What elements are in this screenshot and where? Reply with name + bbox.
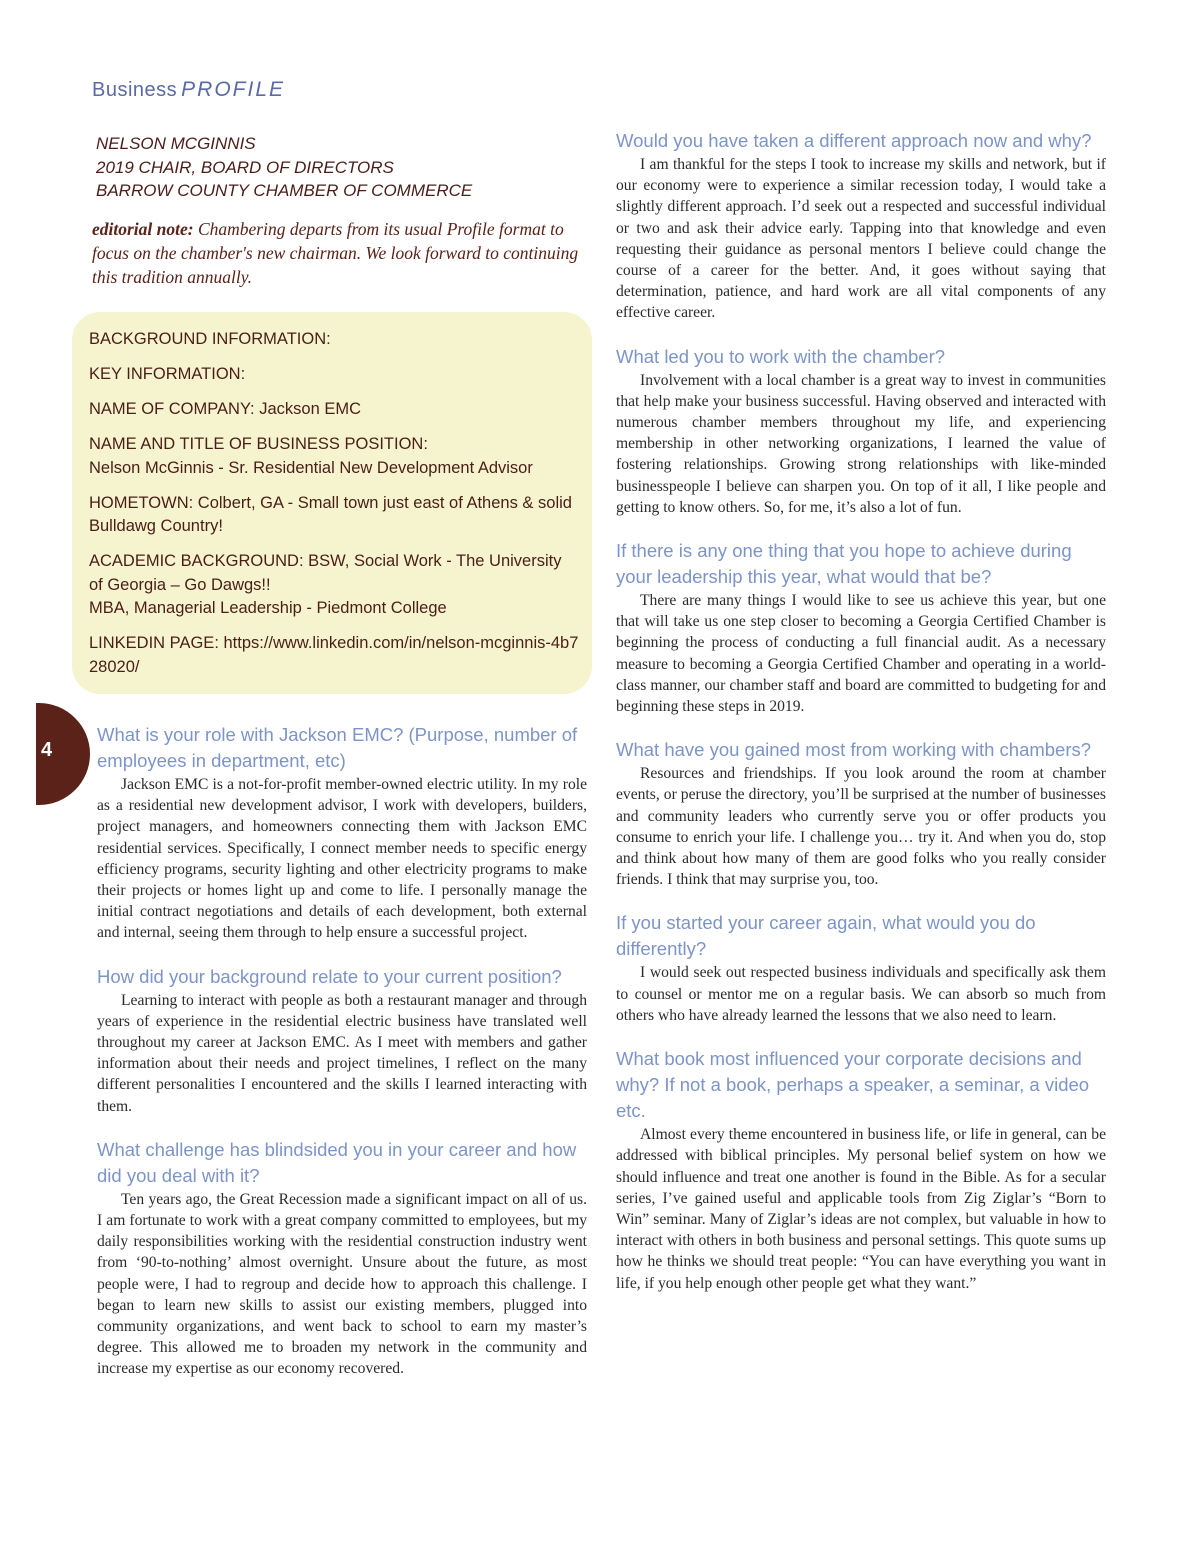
left-column: [97, 722, 587, 1400]
box-background-heading: BACKGROUND INFORMATION:: [89, 330, 331, 348]
qa-answer: Resources and friendships. If you look around the room at chamber events, or peruse the directory, you’ll be surprised at the number of businesses and community leaders who currently serve you or offer products you consume to enrich your life. I challenge you… try it. And when you do, stop and think about how many of them are good folks who you really consider friends. I think that may surprise you, too.: [616, 765, 1106, 889]
box-academic-2: MBA, Managerial Leadership - Piedmont College: [89, 599, 447, 617]
box-position-value: Nelson McGinnis - Sr. Residential New Development Advisor: [89, 458, 533, 477]
header-section: Business: [92, 79, 178, 101]
box-position-label: NAME AND TITLE OF BUSINESS POSITION:: [89, 435, 428, 453]
box-key-heading: KEY INFORMATION:: [89, 365, 246, 383]
page-header: [92, 78, 285, 102]
qa-section: [616, 538, 1106, 717]
qa-answer: Learning to interact with people as both a restaurant manager and through years of experience in the residential electric business have translated well throughout my career at Jackson EMC. As I meet with members and gather information about their needs and project timelines, I reflect on the many different personalities I encountered and the skills I learned interacting with them.: [97, 991, 587, 1115]
qa-question: What is your role with Jackson EMC? (Purpose, number of employees in department, etc): [97, 724, 578, 771]
qa-question: Would you have taken a different approach now and why?: [616, 130, 1092, 151]
qa-answer: Ten years ago, the Great Recession made a significant impact on all of us. I am fortunate to work with a great company committed to employees, but my daily responsibilities working with the residential construction industry went from ‘90-to-nothing’ almost overnight. Unsure about the future, as most people were, I had to regroup and decide how to approach this challenge. I began to learn new skills to assist our existing members, plugged into community organizations, and went back to school to earn my master’s degree. This allowed me to broaden my network in the community and increase my expertise as our economy recovered.: [97, 1190, 587, 1378]
qa-question: If you started your career again, what would you do differently?: [616, 912, 1036, 960]
box-academic: [89, 550, 579, 621]
profile-title: 2019 CHAIR, BOARD OF DIRECTORS: [96, 157, 394, 177]
header-profile: PROFILE: [181, 78, 286, 101]
editorial-note-text: Chambering departs from its usual Profile format to focus on the chamber's new chairman. We look forward to continuing this tradition annually.: [92, 219, 579, 287]
profile-org: BARROW COUNTY CHAMBER OF COMMERCE: [96, 181, 473, 200]
box-academic-1: ACADEMIC BACKGROUND: BSW, Social Work - The University of Georgia – Go Dawgs!!: [89, 552, 562, 594]
box-hometown: HOMETOWN: Colbert, GA - Small town just east of Athens & solid Bulldawg Country!: [89, 493, 572, 535]
qa-section: [97, 722, 587, 944]
profile-intro: [96, 132, 596, 203]
editorial-note-label: editorial note:: [92, 219, 194, 239]
qa-section: [616, 910, 1106, 1026]
box-position: [89, 433, 579, 480]
qa-question: How did your background relate to your current position?: [97, 965, 562, 987]
box-company: NAME OF COMPANY: Jackson EMC: [89, 400, 361, 418]
qa-section: [616, 1046, 1106, 1294]
box-linkedin: LINKEDIN PAGE: https://www.linkedin.com/in/nelson-mcginnis-4b728020/: [89, 634, 579, 676]
page-number-tab: [36, 703, 90, 805]
qa-answer: Jackson EMC is a not-for-profit member-owned electric utility. In my role as a residential new development advisor, I work with developers, builders, project managers, and homeowners connecting them with Jackson EMC residential services. Specifically, I connect member needs to specific energy efficiency programs, security lighting and other electricity programs to make their projects or homes light up and come to life. I personally manage the initial contract negotiations and details of each development, both external and internal, seeing them through to help ensure a successful project.: [97, 776, 587, 942]
qa-question: If there is any one thing that you hope to achieve during your leadership this year, what would that be?: [616, 540, 1072, 588]
qa-question: What have you gained most from working with chambers?: [616, 739, 1092, 761]
background-info-box: [72, 312, 592, 694]
profile-name: NELSON MCGINNIS: [96, 134, 256, 153]
qa-question: What challenge has blindsided you in your career and how did you deal with it?: [97, 1138, 577, 1186]
qa-section: [616, 128, 1106, 324]
qa-answer: Almost every theme encountered in business life, or life in general, can be addressed with biblical principles. My personal belief system on how we should influence and treat one another is found in the Bible. As for a secular series, I’ve gained useful and applicable tools from Zig Ziglar’s “Born to Win” seminar. Many of Ziglar’s ideas are not complex, but valuable in how to interact with others in both business and personal settings. This quote sums up how he thinks we should treat people: “You can have everything you want in life, if you help enough other people get what they want.”: [616, 1126, 1106, 1292]
right-column: [616, 128, 1106, 1314]
qa-answer: I am thankful for the steps I took to increase my skills and network, but if our economy were to experience a similar recession today, I would take a slightly different approach. I’d seek out a respected and successful individual or two and ask their advice early. Tapping into that knowledge and even requesting their guidance as personal mentors I believe could change the course of a career for the better. And, it goes without saying that determination, patience, and hard work are all vital components of any effective career.: [616, 156, 1106, 322]
page-number: 4: [41, 739, 53, 761]
qa-section: [616, 737, 1106, 890]
qa-section: [97, 964, 587, 1117]
qa-answer: There are many things I would like to see us achieve this year, but one that will take us one step closer to becoming a Georgia Certified Chamber is beginning the process of conducting a full financial audit. As a necessary measure to becoming a Georgia Certified Chamber and operating in a world-class manner, our chamber staff and board are committed to budgeting for and beginning these steps in 2019.: [616, 592, 1106, 716]
qa-answer: I would seek out respected business individuals and specifically ask them to counsel or mentor me on a regular basis. We can absorb so much from others who have already learned the lessons that we also need to learn.: [616, 964, 1106, 1024]
qa-section: [616, 344, 1106, 518]
qa-question: What led you to work with the chamber?: [616, 345, 946, 367]
qa-question: What book most influenced your corporate decisions and why? If not a book, perhaps a speaker, a seminar, a video etc.: [616, 1048, 1090, 1122]
editorial-note: [92, 217, 590, 289]
qa-answer: Involvement with a local chamber is a great way to invest in communities that help make your business successful. Having observed and interacted with numerous chamber members throughout my life, and experiencing membership in other networking organizations, I learned the value of fostering relationships. Growing strong relationships with like-minded businesspeople I believe can sharpen you. On top of it all, I like people and getting to know others. So, for me, it’s also a lot of fun.: [616, 371, 1106, 516]
qa-section: [97, 1137, 587, 1380]
